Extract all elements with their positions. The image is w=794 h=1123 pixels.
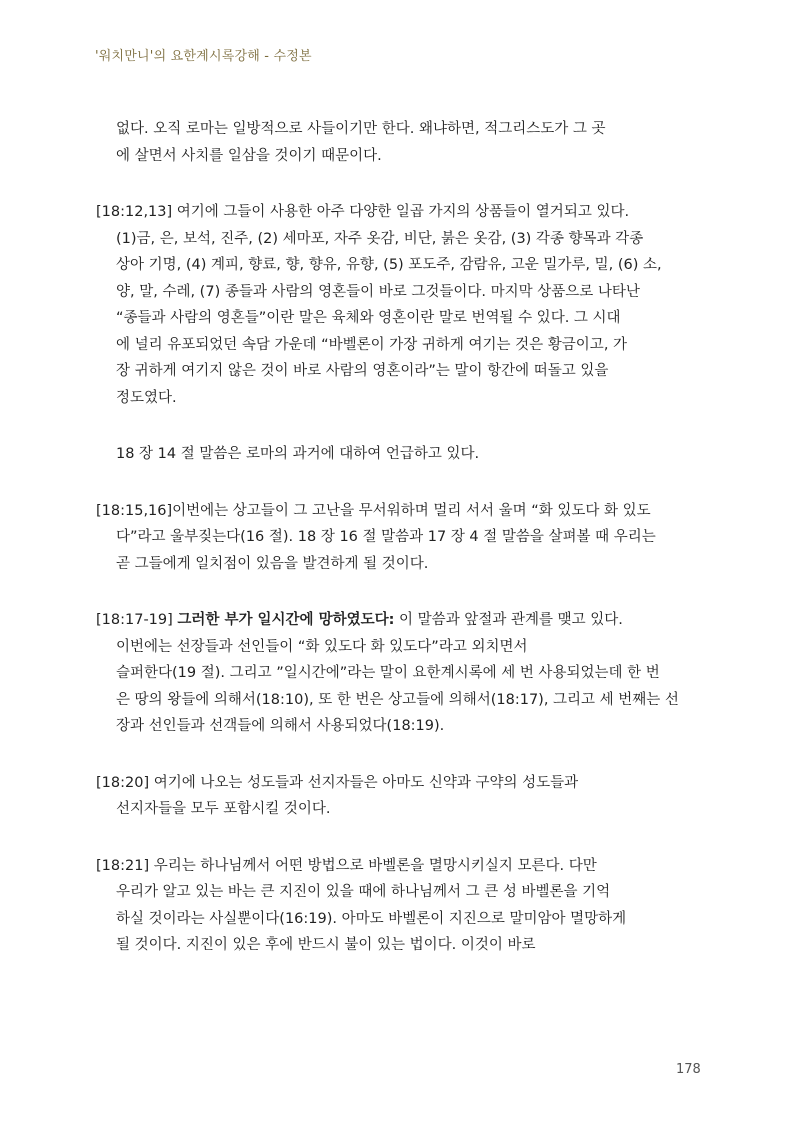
text-line: 18 장 14 절 말씀은 로마의 과거에 대하여 언급하고 있다. <box>116 446 480 462</box>
text-line: [18:12,13] 여기에 그들이 사용한 아주 다양한 일곱 가지의 상품들이 열거되고 있다. <box>96 204 630 220</box>
paragraph-18-21 <box>96 853 736 959</box>
text-line: 선지자들을 모두 포함시킬 것이다. <box>116 801 331 817</box>
text-line: 곧 그들에게 일치점이 있음을 발견하게 될 것이다. <box>116 555 429 572</box>
text-line: 상아 기명, (4) 계피, 향료, 향, 향유, 유향, (5) 포도주, 감람유, 고운 밀가루, 밀, (6) 소, <box>116 257 662 273</box>
paragraph-18-17-19 <box>96 607 736 740</box>
paragraph-18-12-13 <box>96 199 736 411</box>
paragraph-18-14 <box>96 441 736 468</box>
text-line: 하실 것이라는 사실뿐이다(16:19). 아마도 바벨론이 지진으로 말미암아 멸망하게 <box>116 910 627 927</box>
text-line: 없다. 오직 로마는 일방적으로 사들이기만 한다. 왜냐하면, 적그리스도가 그 곳 <box>116 121 606 137</box>
text-line: [18:15,16]이번에는 상고들이 그 고난을 무서워하며 멀리 서서 울며 “화 있도다 화 있도 <box>96 502 651 519</box>
running-header: '워치만니'의 요한계시록강해 - 수정본 <box>95 49 312 64</box>
text-line: 다”라고 울부짖는다(16 절). 18 장 16 절 말씀과 17 장 4 절 말씀을 살펴볼 때 우리는 <box>116 529 656 545</box>
text-line: 에 살면서 사치를 일삼을 것이기 때문이다. <box>116 147 382 164</box>
text-run: 이 말씀과 앞절과 관계를 맺고 있다. <box>394 612 623 628</box>
text-line: 장과 선인들과 선객들에 의해서 사용되었다(18:19). <box>116 718 445 734</box>
text-line: 우리가 알고 있는 바는 큰 지진이 있을 때에 하나님께서 그 큰 성 바벨론을 기억 <box>116 884 611 900</box>
paragraph-continuation <box>96 116 736 169</box>
page-number: 178 <box>676 1062 701 1077</box>
text-line: [18:20] 여기에 나오는 성도들과 선지자들은 아마도 신약과 구약의 성도들과 <box>96 774 579 791</box>
text-line: 에 널리 유포되었던 속담 가운데 “바벨론이 가장 귀하게 여기는 것은 황금이고, 가 <box>116 336 628 353</box>
bold-quote: 그러한 부가 일시간에 망하였도다: <box>177 612 395 628</box>
text-line: 정도였다. <box>116 389 177 406</box>
text-line: [18:21] 우리는 하나님께서 어떤 방법으로 바벨론을 멸망시키실지 모른다. 다만 <box>96 857 597 874</box>
text-line: 슬퍼한다(19 절). 그리고 ”일시간에”라는 말이 요한계시록에 세 번 사용되었는데 한 번 <box>116 665 660 681</box>
body-text <box>96 116 736 989</box>
verse-ref: [18:17-19] <box>96 612 178 628</box>
text-line: 은 땅의 왕들에 의해서(18:10), 또 한 번은 상고들에 의해서(18:17), 그리고 세 번째는 선 <box>116 691 679 708</box>
text-line: 장 귀하게 여기지 않은 것이 바로 사람의 영혼이라”는 말이 항간에 떠돌고 있을 <box>116 363 609 379</box>
text-line: (1)금, 은, 보석, 진주, (2) 세마포, 자주 옷감, 비단, 붉은 옷감, (3) 각종 향목과 각종 <box>116 230 644 247</box>
text-line: 이번에는 선장들과 선인들이 “화 있도다 화 있도다”라고 외치면서 <box>116 638 528 655</box>
text-line-first <box>96 607 736 634</box>
text-line: “종들과 사람의 영혼들”이란 말은 육체와 영혼이란 말로 번역될 수 있다. 그 시대 <box>116 310 621 326</box>
text-line: 될 것이다. 지진이 있은 후에 반드시 불이 있는 법이다. 이것이 바로 <box>116 937 536 953</box>
text-line: 양, 말, 수레, (7) 종들과 사람의 영혼들이 바로 그것들이다. 마지막 상품으로 나타난 <box>116 283 640 300</box>
paragraph-18-20 <box>96 770 736 823</box>
paragraph-18-15-16 <box>96 498 736 578</box>
